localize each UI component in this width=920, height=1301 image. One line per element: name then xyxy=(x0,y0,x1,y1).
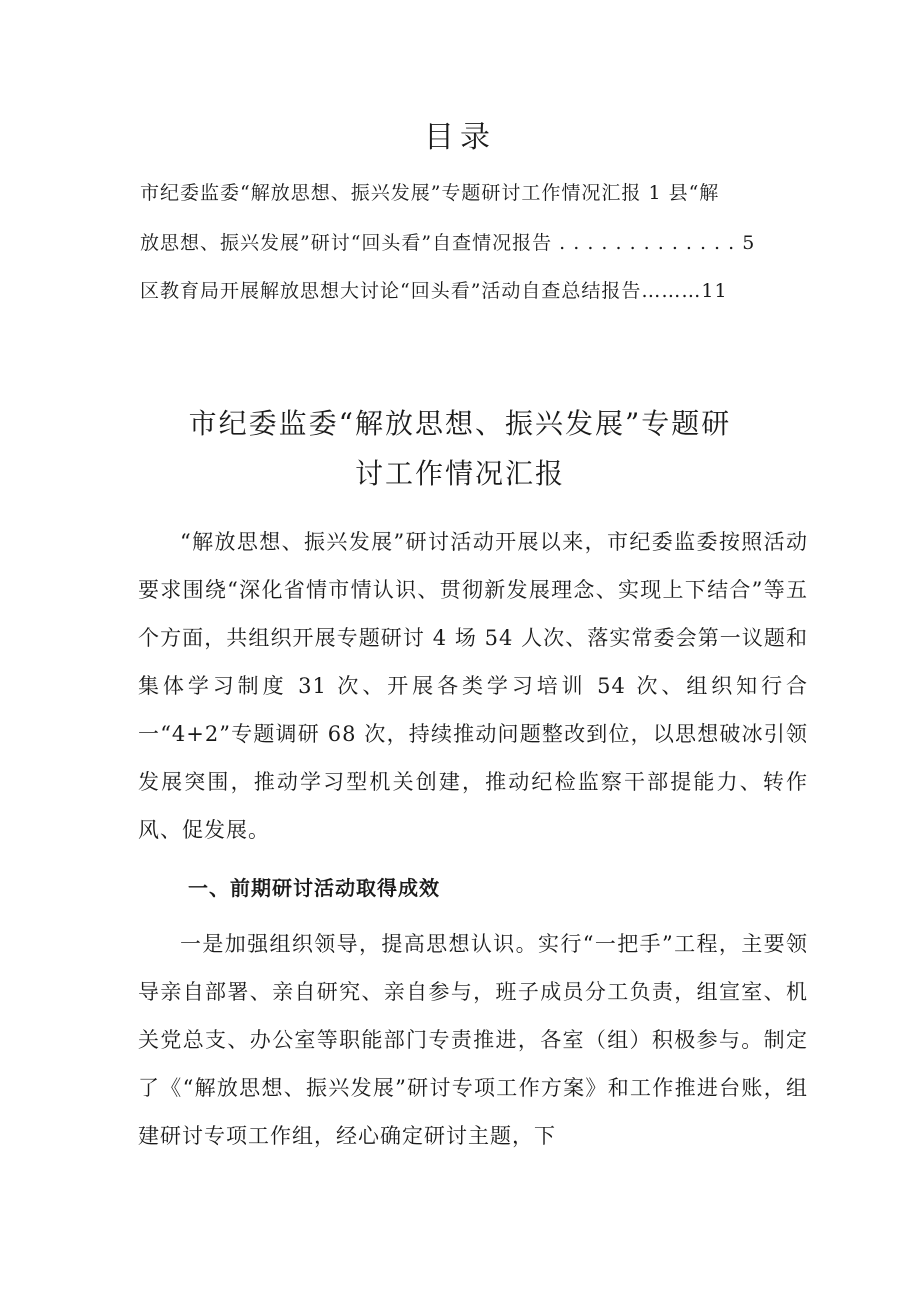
toc-entry-line-3: 区教育局开展解放思想大讨论“回头看”活动自查总结报告………11 xyxy=(140,280,728,302)
intro-paragraph: “解放思想、振兴发展”研讨活动开展以来，市纪委监委按照活动要求围绕“深化省情市情认识、贯彻新发展理念、实现上下结合”等五个方面，共组织开展专题研讨 4 场 54 人次、落实常委会第一议题和集体学习制度 31 次、开展各类学习培训 54 次、组织知行合一“4+2”专题调研 68 次，持续推动问题整改到位，以思想破冰引领发展突围，推动学习型机关创建，推动纪检监察干部提能力、转作风、促发展。 xyxy=(138,530,808,842)
toc-entry-line-2: 放思想、振兴发展”研讨“回头看”自查情况报告 . . . . . . . . . . . . . 5 xyxy=(140,232,756,254)
toc-title: 目录 xyxy=(424,120,496,155)
document-title-line-2: 讨工作情况汇报 xyxy=(354,457,565,490)
section-heading: 一、前期研讨活动取得成效 xyxy=(188,876,440,900)
toc-entry-line-1: 市纪委监委“解放思想、振兴发展”专题研讨工作情况汇报 1 县“解 xyxy=(140,182,720,204)
body-paragraph: 一是加强组织领导，提高思想认识。实行“一把手”工程，主要领导亲自部署、亲自研究、亲自参与，班子成员分工负责，组宣室、机关党总支、办公室等职能部门专责推进，各室（组）积极参与。制定了《“解放思想、振兴发展”研讨专项工作方案》和工作推进台账，组建研讨专项工作组，经心确定研讨主题，下 xyxy=(138,932,808,1148)
document-title-line-1: 市纪委监委“解放思想、振兴发展”专题研 xyxy=(188,407,732,440)
